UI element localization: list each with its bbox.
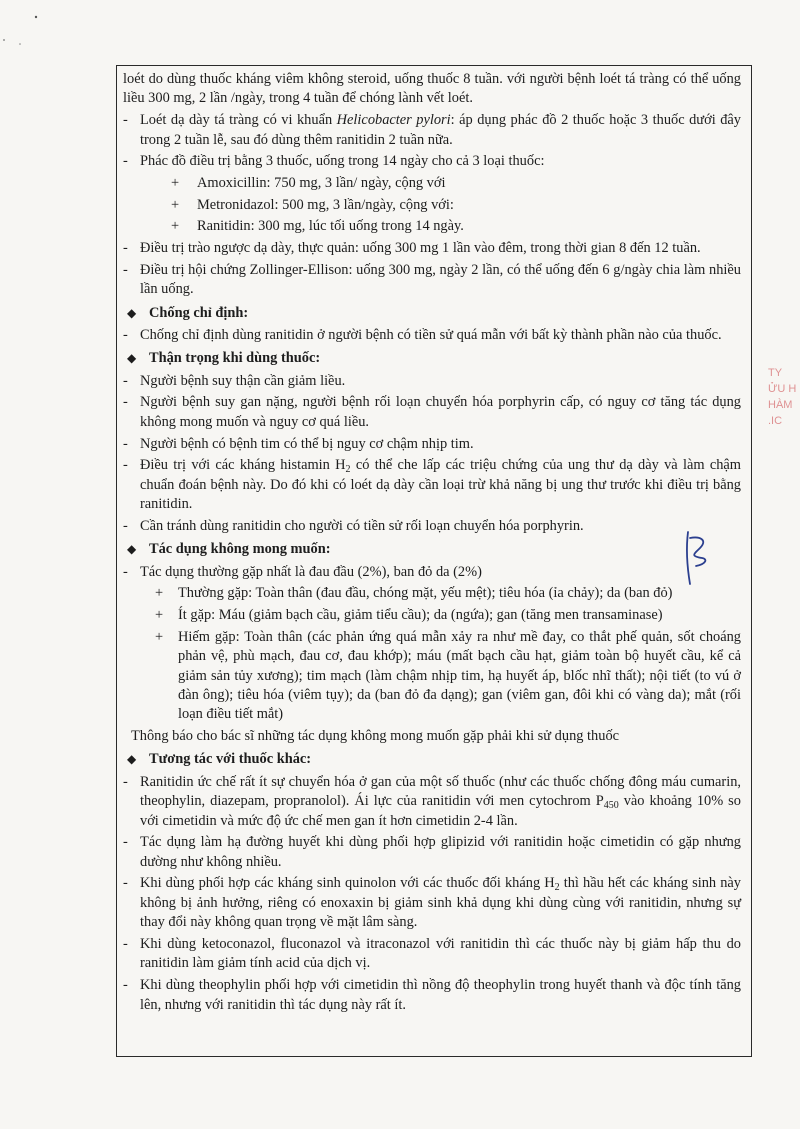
drug-item-metronidazol: + Metronidazol: 500 mg, 3 lần/ngày, cộng với: (171, 196, 454, 213)
scan-specks (0, 0, 800, 60)
h-pylori-item: - Loét dạ dày tá tràng có vi khuẩn Helicobacter pylori: áp dụng phác đồ 2 thuốc hoặc 3 thuốc dưới đây trong 2 tuần lễ, sau đó dùng thêm ranitidin 2 tuần nữa. (123, 111, 741, 150)
drug-item-amoxicillin: + Amoxicillin: 750 mg, 3 lần/ ngày, cộng với (171, 174, 446, 191)
frequency-item-uncommon: + Ít gặp: Máu (giảm bạch cầu, giảm tiểu cầu); da (ngứa); gan (tăng men transaminase) (155, 607, 663, 624)
organism-name: Helicobacter pylori (336, 112, 451, 129)
stamp-text: HÀM (768, 399, 793, 411)
list-item-theophylin: - Khi dùng theophylin phối hợp với cimetidin thì nồng độ theophylin trong huyết thanh và độc tính tăng lên, nhưng với ranitidin thì tác dụng này rất ít. (123, 977, 741, 1013)
adverse-effects-note: Thông báo cho bác sĩ những tác dụng không mong muốn gặp phải khi sử dụng thuốc (131, 728, 620, 745)
document-content (117, 66, 751, 1015)
stamp-text: ΤΥ (768, 367, 783, 379)
diamond-bullet-icon: ◆ (127, 752, 137, 767)
list-item-reflux: - Điều trị trào ngược dạ dày, thực quản: uống 300 mg 1 lần vào đêm, trong thời gian 8 đến 12 tuần. (123, 240, 701, 257)
list-item-quinolon: - Khi dùng phối hợp các kháng sinh quinolon với các thuốc đối kháng $H_2$ thì hầu hết các kháng sinh này không bị ảnh hưởng, riêng có enoxaxin bị giảm sinh khả dụng khi dùng cùng với ranitidin, nhưng sự thay đổi này không quan trọng về mặt lâm sàng. (123, 875, 741, 931)
list-item: - Tác dụng thường gặp nhất là đau đầu (2%), ban đỏ da (2%) (123, 563, 482, 580)
company-stamp-fragment (768, 365, 800, 475)
list-item: - Cần tránh dùng ranitidin cho người có tiền sử rối loạn chuyển hóa porphyrin. (123, 517, 584, 534)
frequency-item-rare: + Hiếm gặp: Toàn thân (các phản ứng quá mẫn xảy ra như mề đay, co thắt phế quản, sốt choáng phản vệ, phù mạch, đau cơ, đau khớp); máu (mất bạch cầu hạt, giảm toàn bộ huyết cầu, kể cả giảm sản tủy xương); tim mạch (làm chậm nhịp tim, hạ huyết áp, blốc nhĩ thất); nội tiết (to vú ở đàn ông); tiêu hóa (viêm tụy); da (ban đỏ đa dạng); gan (viêm gan, đôi khi có vàng da); mắt (rối loạn điều tiết mắt) (155, 628, 741, 723)
list-item-zollinger: - Điều trị hội chứng Zollinger-Ellison: uống 300 mg, ngày 2 lần, có thể uống đến 6 g/ngày chia làm nhiều lần uống. (123, 261, 741, 298)
list-item: - Người bệnh suy thận cần giảm liều. (123, 372, 346, 389)
stamp-text: .IC (768, 415, 783, 427)
list-item-azole: - Khi dùng ketoconazol, fluconazol và itraconazol với ranitidin thì các thuốc này bị giảm hấp thu do ranitidin làm giảm tính acid của dịch vị. (123, 936, 741, 972)
list-item: - Người bệnh có bệnh tim có thể bị nguy cơ chậm nhịp tim. (123, 435, 474, 452)
list-marker: - (123, 112, 128, 129)
signature-mark (678, 528, 718, 588)
section-heading-contraindications: ◆ Chống chỉ định: (123, 304, 741, 323)
stamp-text: ỬU H (768, 383, 797, 395)
triple-therapy-item: - Phác đồ điều trị bằng 3 thuốc, uống trong 14 ngày cho cả 3 loại thuốc: (123, 152, 741, 171)
drug-item-ranitidin: + Ranitidin: 300 mg, lúc tối uống trong 14 ngày. (171, 218, 464, 235)
frequency-item-common: + Thường gặp: Toàn thân (đau đầu, chóng mặt, yếu mệt); tiêu hóa (ỉa chảy); da (ban đỏ) (155, 585, 673, 602)
section-heading-precautions: ◆ Thận trọng khi dùng thuốc: (123, 349, 741, 368)
diamond-bullet-icon: ◆ (127, 305, 137, 320)
section-heading-adverse-effects: ◆ Tác dụng không mong muốn: (123, 540, 741, 559)
diamond-bullet-icon: ◆ (127, 542, 137, 557)
diamond-bullet-icon: ◆ (127, 351, 137, 366)
list-item-cytochrome: - Ranitidin ức chế rất ít sự chuyển hóa ở gan của một số thuốc (như các thuốc chống đông máu cumarin, theophylin, diazepam, propranolol). Ái lực của ranitidin với men cytochrom $P_{450}$ vào khoảng 10% so với cimetidin và mức độ ức chế men gan ít hơn cimetidin 2-4 lần. (123, 773, 741, 829)
list-item-h2-antihistamine: - Điều trị với các kháng histamin $H_2$ có thể che lấp các triệu chứng của ung thư dạ dày và làm chậm chuẩn đoán bệnh này. Do đó khi có loét dạ dày cần loại trừ khả năng bị ung thư trước khi điều trị bằng ranitidin. (123, 457, 741, 513)
document-frame (116, 65, 752, 1057)
section-heading-interactions: ◆ Tương tác với thuốc khác: (123, 750, 741, 769)
list-item-glipizid: - Tác dụng làm hạ đường huyết khi dùng phối hợp glipizid với ranitidin hoặc cimetidin có gặp nhưng dường như không nhiều. (123, 834, 741, 870)
list-marker: - (123, 153, 128, 170)
list-item: - Người bệnh suy gan nặng, người bệnh rối loạn chuyển hóa porphyrin cấp, có nguy cơ tăng tác dụng không mong muốn và nguy cơ quá liều. (123, 394, 741, 430)
intro-paragraph: loét do dùng thuốc kháng viêm không steroid, uống thuốc 8 tuần. với người bệnh loét tá tràng có thể uống liều 300 mg, 2 lần /ngày, trong 4 tuần để chóng lành vết loét. (123, 71, 741, 107)
list-item: - Chống chỉ định dùng ranitidin ở người bệnh có tiền sử quá mẫn với bất kỳ thành phần nào của thuốc. (123, 326, 722, 343)
